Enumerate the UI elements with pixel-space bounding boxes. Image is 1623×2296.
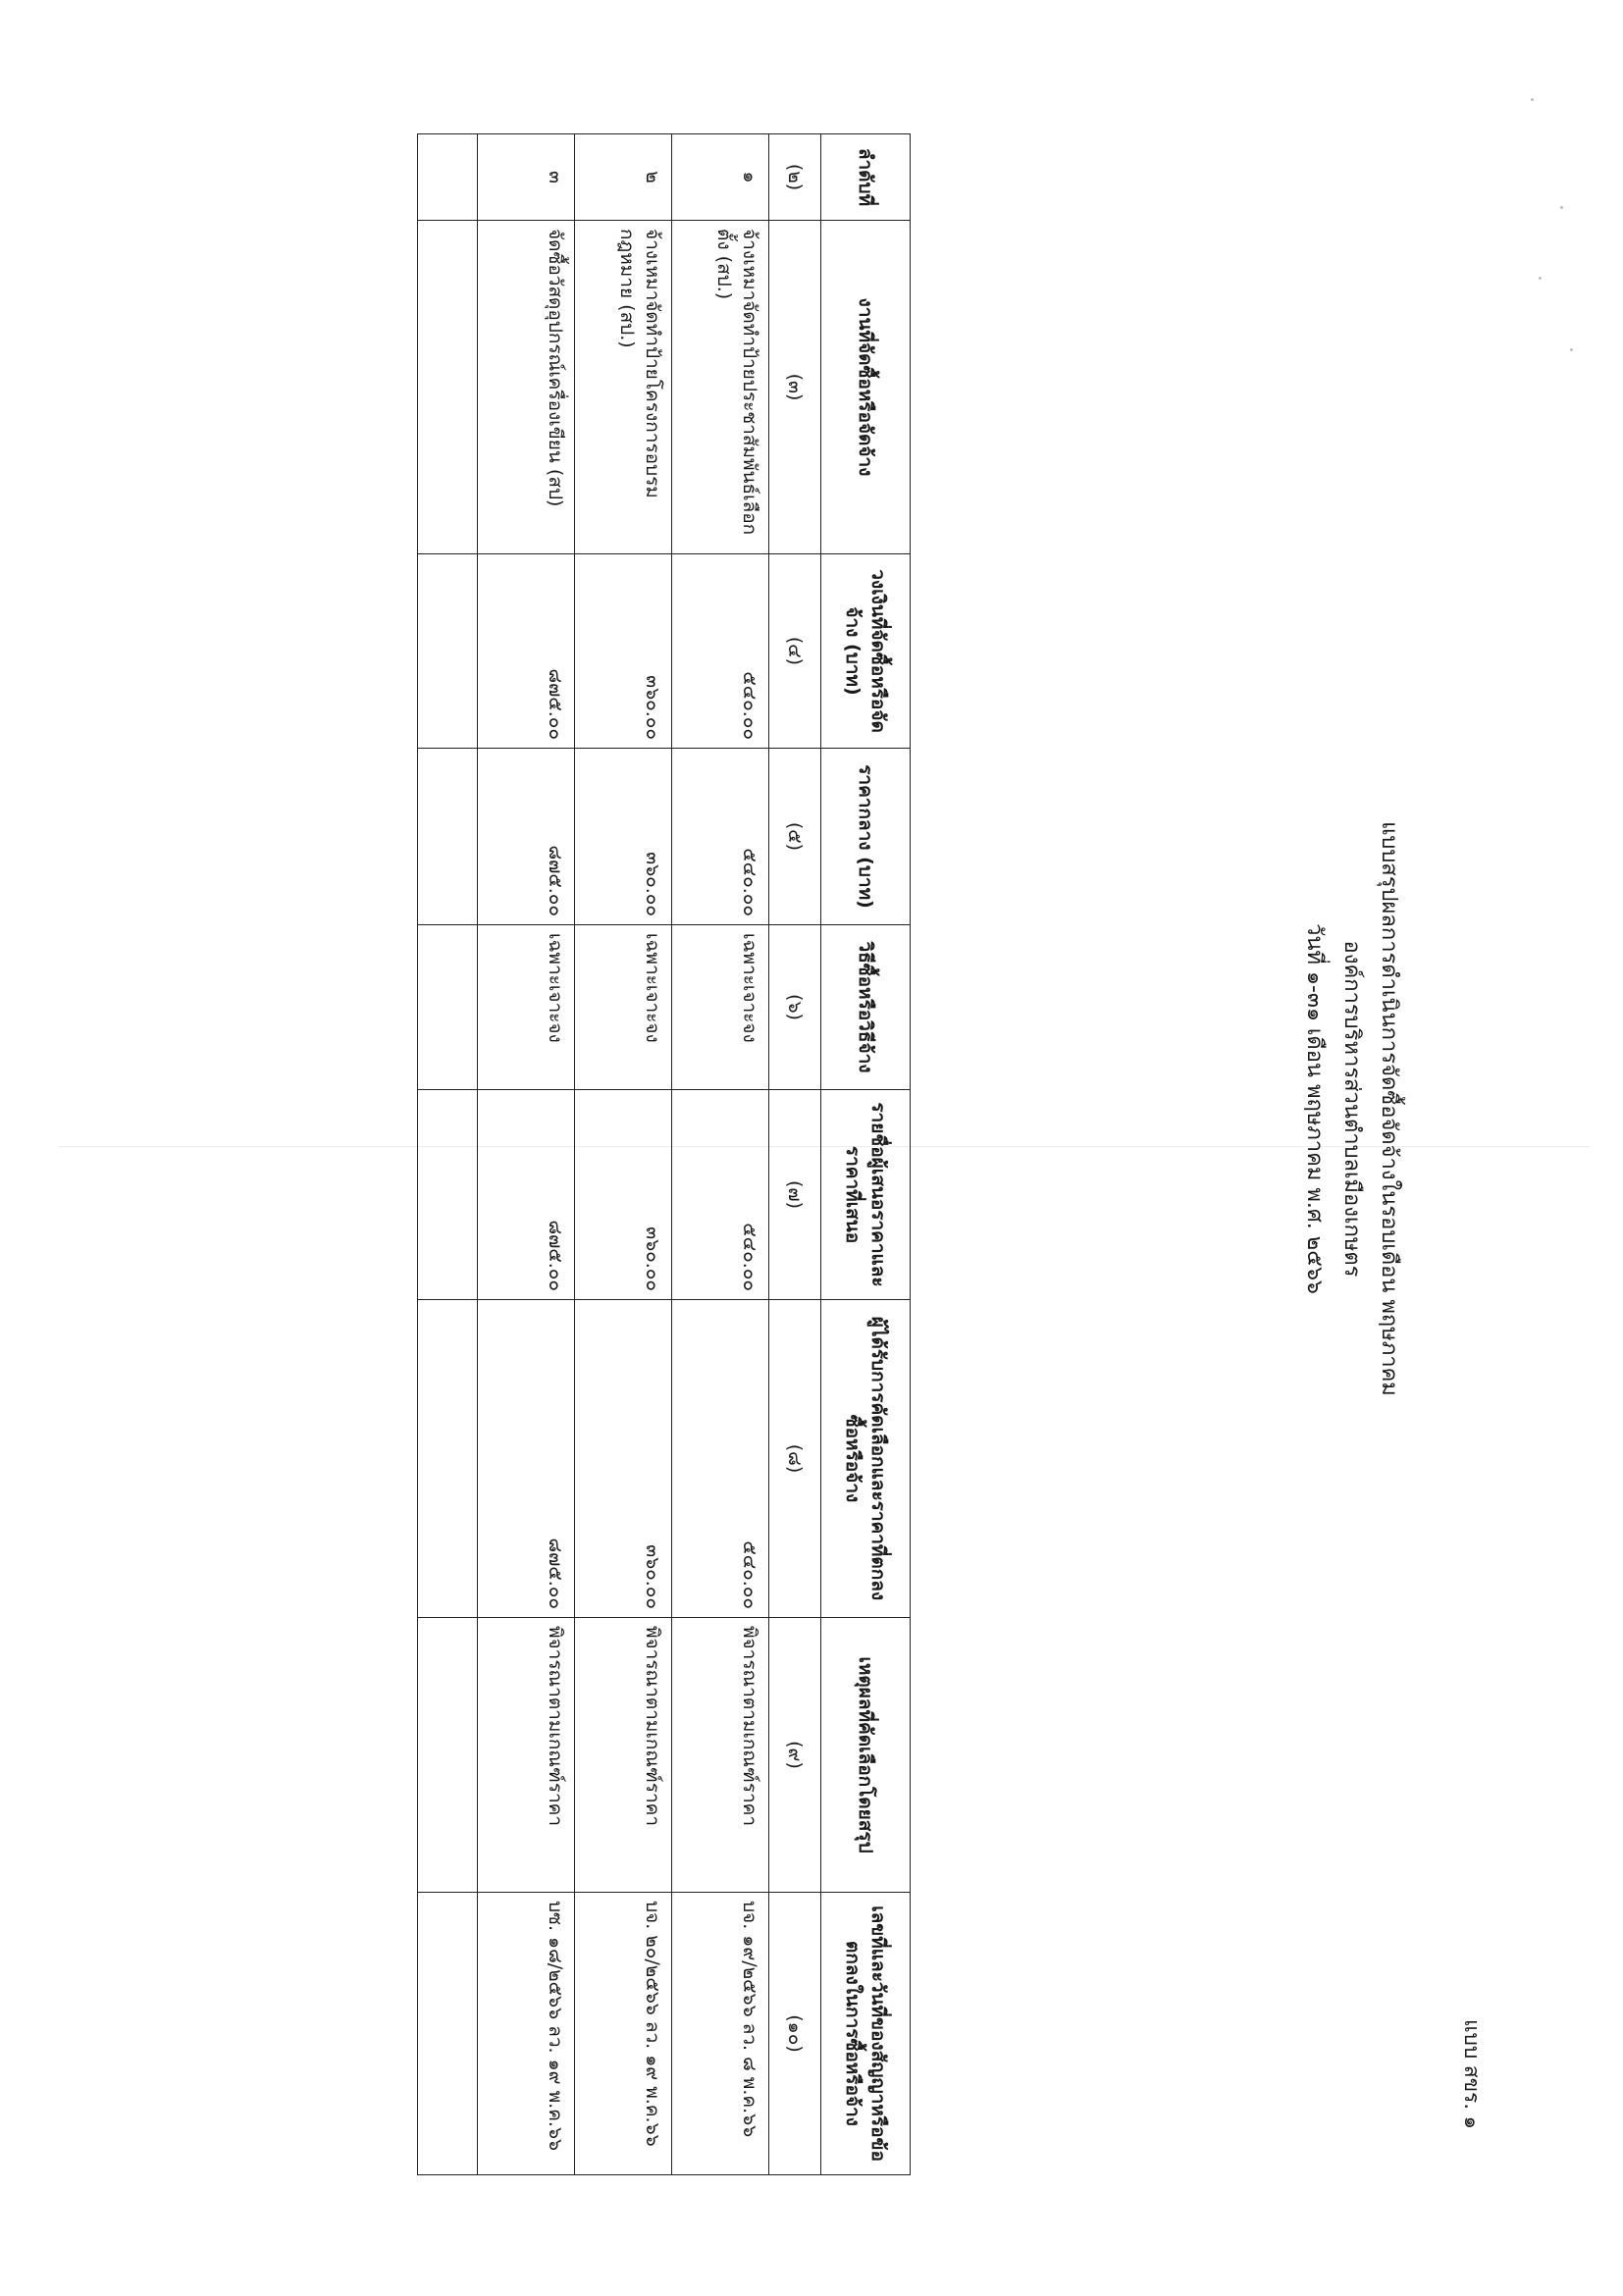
column-index-cell: (๓) — [769, 221, 821, 554]
column-index-cell: (๙) — [769, 1618, 821, 1893]
column-index-cell: (๔) — [769, 554, 821, 749]
header-cell: ลำดับที่ — [821, 134, 911, 221]
column-index-cell: (๗) — [769, 1090, 821, 1300]
empty-cell — [418, 1618, 478, 1893]
empty-cell — [418, 925, 478, 1090]
form-code: แบบ สขร. ๑ — [1460, 2019, 1484, 2130]
header-cell: รายชื่อผู้เสนอราคาและราคาที่เสนอ — [821, 1090, 911, 1300]
column-index-row — [769, 134, 821, 2175]
budget-amount: ๓๖๐.๐๐ — [575, 554, 672, 749]
header-cell: ราคากลาง (บาท) — [821, 749, 911, 925]
header-cell: เลขที่และวันที่ของสัญญาหรือข้อตกลงในการซื้อหรือจ้าง — [821, 1893, 911, 2175]
winner-price: ๓๖๐.๐๐ — [575, 1300, 672, 1618]
column-index-cell: (๘) — [769, 1300, 821, 1618]
budget-amount: ๘๗๕.๐๐ — [478, 554, 575, 749]
header-cell: เหตุผลที่คัดเลือกโดยสรุป — [821, 1618, 911, 1893]
title-line-2: องค์การบริหารส่วนตำบลเมืองเกษตร — [1339, 940, 1364, 1278]
contract-number: บจ. ๑๙/๒๕๖๖ ลว. ๘ พ.ค.๖๖ — [672, 1893, 769, 2175]
median-price: ๓๖๐.๐๐ — [575, 749, 672, 925]
header-cell: งานที่จัดซื้อหรือจัดจ้าง — [821, 221, 911, 554]
row-number: ๒ — [575, 134, 672, 221]
title-line-3: วันที่ ๑-๓๑ เดือน พฤษภาคม พ.ศ. ๒๕๖๖ — [1302, 923, 1327, 1294]
table-row — [672, 134, 769, 2175]
table-row — [478, 134, 575, 2175]
table-row — [575, 134, 672, 2175]
procurement-method: เฉพาะเจาะจง — [672, 925, 769, 1090]
bidders-price: ๓๖๐.๐๐ — [575, 1090, 672, 1300]
empty-cell — [418, 749, 478, 925]
column-index-cell: (๒) — [769, 134, 821, 221]
empty-row — [418, 134, 478, 2175]
procurement-item: จ้างเหมาจัดทำป้ายโครงการอบรมกฎหมาย (สป.) — [575, 221, 672, 554]
header-cell: วงเงินที่จัดซื้อหรือจัดจ้าง (บาท) — [821, 554, 911, 749]
budget-amount: ๕๔๐.๐๐ — [672, 554, 769, 749]
title-line-1: แบบสรุปผลการดำเนินการจัดซื้อจัดจ้างในรอบเดือน พฤษภาคม — [1377, 821, 1401, 1396]
empty-cell — [418, 554, 478, 749]
empty-cell — [418, 134, 478, 221]
procurement-method: เฉพาะเจาะจง — [478, 925, 575, 1090]
empty-cell — [418, 221, 478, 554]
winner-price: ๘๗๕.๐๐ — [478, 1300, 575, 1618]
procurement-item: จัดซื้อวัสดุอุปกรณ์เครื่องเขียน (สป) — [478, 221, 575, 554]
procurement-table — [417, 133, 911, 2175]
bidders-price: ๘๗๕.๐๐ — [478, 1090, 575, 1300]
bidders-price: ๕๔๐.๐๐ — [672, 1090, 769, 1300]
empty-cell — [418, 1300, 478, 1618]
column-index-cell: (๖) — [769, 925, 821, 1090]
selection-reason: พิจารณาตามเกณฑ์ราคา — [672, 1618, 769, 1893]
median-price: ๘๗๕.๐๐ — [478, 749, 575, 925]
column-index-cell: (๕) — [769, 749, 821, 925]
selection-reason: พิจารณาตามเกณฑ์ราคา — [575, 1618, 672, 1893]
procurement-item: จ้างเหมาจัดทำป้ายประชาสัมพันธ์เลือกตั้ง (สป.) — [672, 221, 769, 554]
header-cell: ผู้ได้รับการคัดเลือกและราคาที่ตกลงซื้อหรือจ้าง — [821, 1300, 911, 1618]
procurement-method: เฉพาะเจาะจง — [575, 925, 672, 1090]
header-cell: วิธีซื้อหรือวิธีจ้าง — [821, 925, 911, 1090]
median-price: ๕๔๐.๐๐ — [672, 749, 769, 925]
row-number: ๓ — [478, 134, 575, 221]
contract-number: บจ. ๒๐/๒๕๖๖ ลว. ๑๙ พ.ค.๖๖ — [575, 1893, 672, 2175]
contract-number: บซ. ๑๘/๒๕๖๖ ลว. ๑๙ พ.ค.๖๖ — [478, 1893, 575, 2175]
document-title — [1295, 569, 1407, 1648]
empty-cell — [418, 1893, 478, 2175]
winner-price: ๕๔๐.๐๐ — [672, 1300, 769, 1618]
empty-cell — [418, 1090, 478, 1300]
table-header-row — [821, 134, 911, 2175]
selection-reason: พิจารณาตามเกณฑ์ราคา — [478, 1618, 575, 1893]
row-number: ๑ — [672, 134, 769, 221]
column-index-cell: (๑๐) — [769, 1893, 821, 2175]
